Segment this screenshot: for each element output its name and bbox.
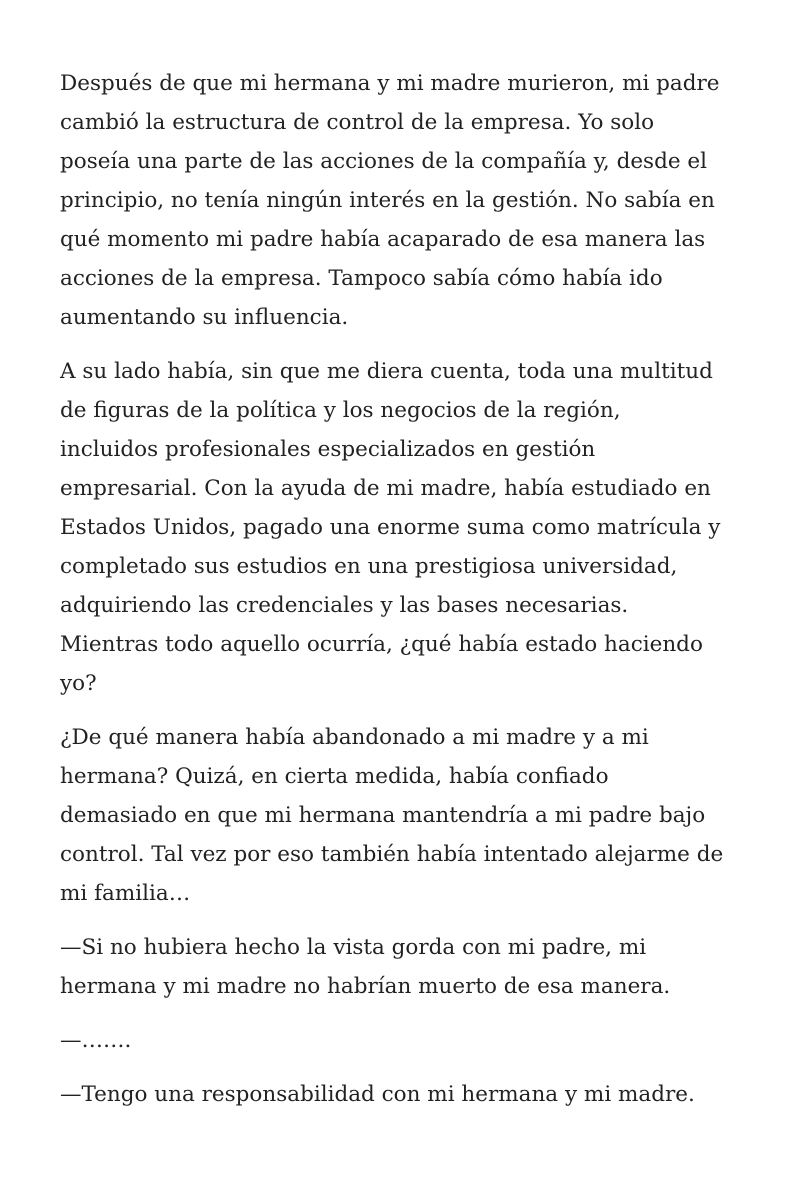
paragraph-3: ¿De qué manera había abandonado a mi madre y a mi hermana? Quizá, en cierta medida, había confiado demasiado en que mi hermana mantendría a mi padre bajo control. Tal vez por eso también había intentado alejarme de mi familia… — [60, 725, 724, 906]
dialogue-line-3: —Tengo una responsabilidad con mi hermana y mi madre. — [60, 1082, 695, 1107]
dialogue-line-2: —……. — [60, 1028, 132, 1053]
dialogue-line-1: —Si no hubiera hecho la vista gorda con mi padre, mi hermana y mi madre no habrían muerto de esa manera. — [60, 935, 671, 999]
paragraph-1: Después de que mi hermana y mi madre murieron, mi padre cambió la estructura de control de la empresa. Yo solo poseía una parte de las acciones de la compañía y, desde el principio, no tenía ningún interés en la gestión. No sabía en qué momento mi padre había acaparado de esa manera las acciones de la empresa. Tampoco sabía cómo había ido aumentando su influencia. — [60, 71, 720, 330]
paragraph-2: A su lado había, sin que me diera cuenta, toda una multitud de figuras de la política y los negocios de la región, incluidos profesionales especializados en gestión empresarial. Con la ayuda de mi madre, había estudiado en Estados Unidos, pagado una enorme suma como matrícula y completado sus estudios en una prestigiosa universidad, adquiriendo las credenciales y las bases necesarias. Mientras todo aquello ocurría, ¿qué había estado haciendo yo? — [60, 359, 721, 696]
document-page — [60, 64, 750, 1129]
